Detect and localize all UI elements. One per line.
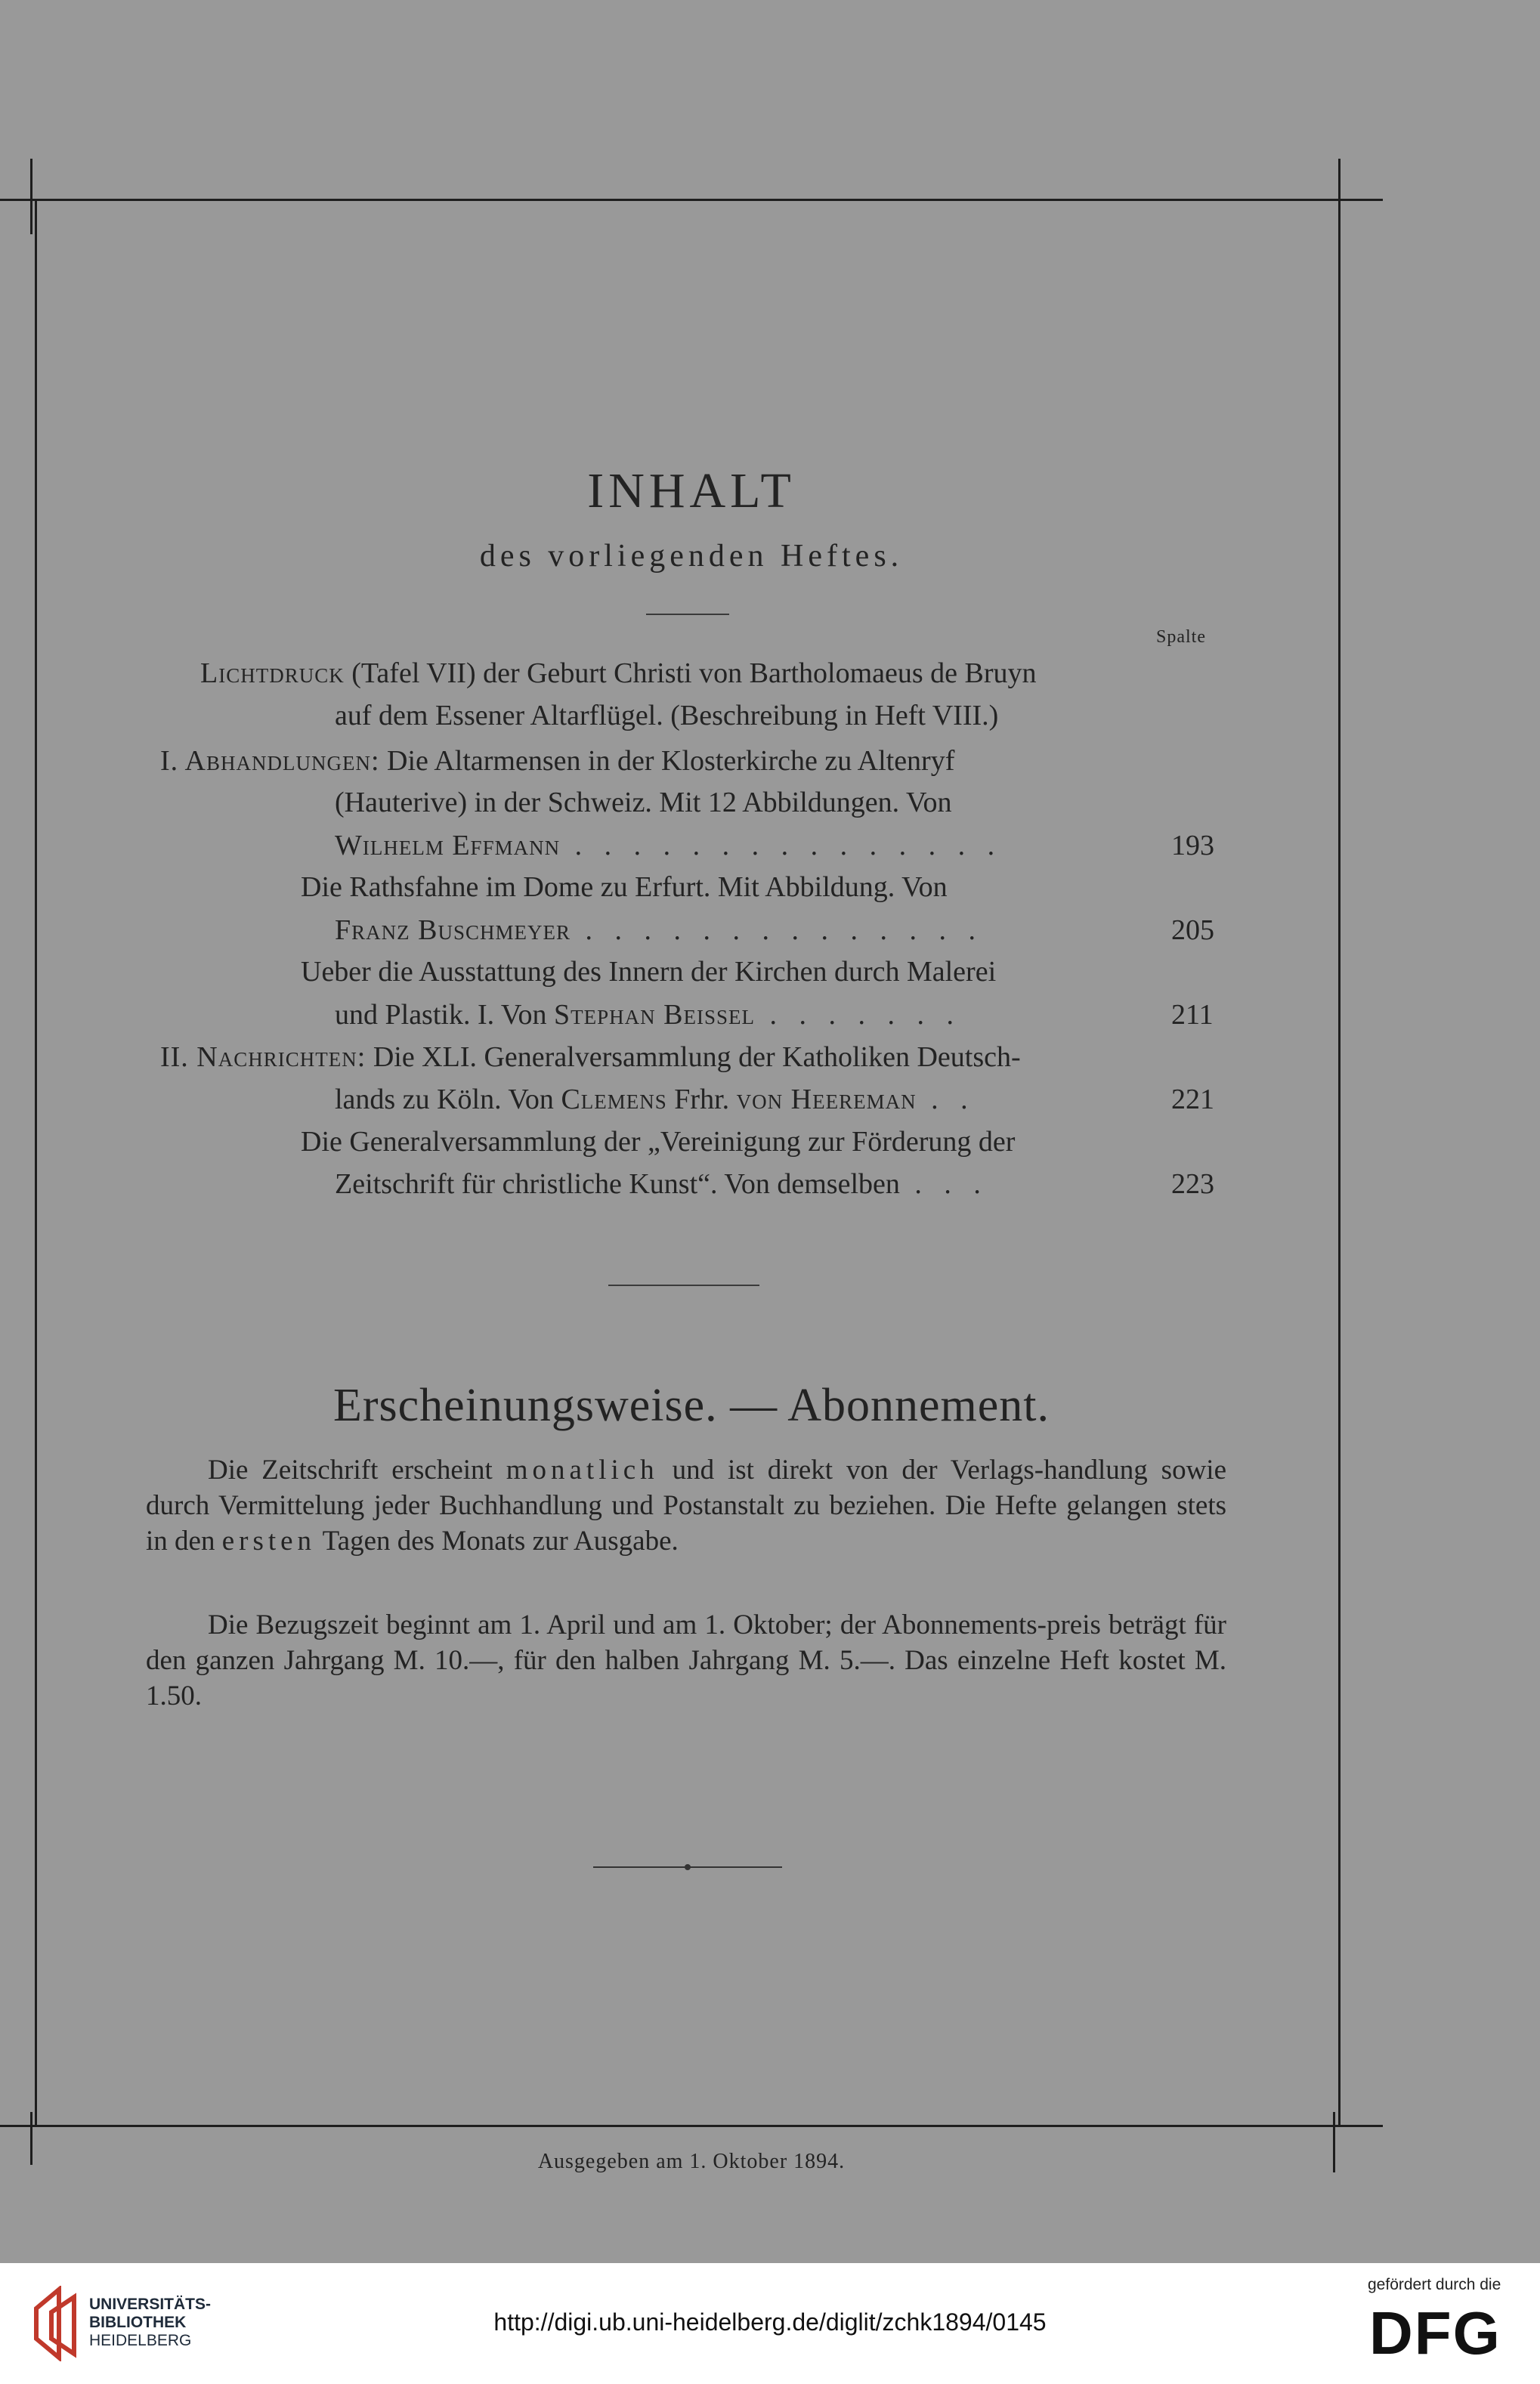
- library-name-line: HEIDELBERG: [89, 2332, 192, 2349]
- toc-label: I. Abhandlungen:: [160, 745, 380, 777]
- paragraph-text: und ist direkt von der Verlags-handlung sowie durch Vermittelung jeder Buchhandlung und Postanstalt zu beziehen. Die Hefte gelangen stets in den: [146, 1455, 1226, 1557]
- leader-dots: . . . . . . . . . . . . . .: [571, 914, 983, 946]
- toc-text: Die Rathsfahne im Dome zu Erfurt. Mit Abbildung. Von: [301, 871, 948, 903]
- paragraph-text: Tagen des Monats zur Ausgabe.: [316, 1526, 679, 1557]
- column-label: Spalte: [1156, 627, 1206, 647]
- toc-line: [335, 1000, 961, 1029]
- ornament-divider: [593, 1863, 782, 1872]
- toc-line: [200, 659, 1037, 688]
- toc-author: Stephan Beissel: [553, 999, 755, 1031]
- toc-text: auf dem Essener Altarflügel. (Beschreibung in Heft VIII.): [335, 700, 999, 731]
- library-name-line: BIBLIOTHEK: [89, 2314, 187, 2331]
- toc-text: Die Altarmensen in der Klosterkirche zu Altenryf: [379, 745, 955, 777]
- paragraph-text: Die Zeitschrift erscheint: [208, 1455, 506, 1486]
- sponsor-caption: gefördert durch die: [1368, 2276, 1501, 2293]
- toc-author: Wilhelm Effmann: [335, 830, 561, 861]
- page-subtitle: des vorliegenden Heftes.: [479, 539, 904, 574]
- toc-author: Clemens: [561, 1084, 667, 1115]
- paragraph-publication: [146, 1452, 1226, 1559]
- toc-text: Zeitschrift für christliche Kunst“. Von demselben: [335, 1168, 900, 1200]
- toc-line: [335, 1170, 988, 1198]
- toc-text: Die Generalversammlung der „Vereinigung zur Förderung der: [301, 1126, 1016, 1158]
- toc-page-number: 223: [1171, 1168, 1214, 1200]
- toc-text: Frhr.: [666, 1084, 737, 1115]
- emphasis-text: monatlich: [506, 1455, 659, 1486]
- frame-bottom-line: [0, 2125, 1383, 2127]
- paragraph-pricing: Die Bezugszeit beginnt am 1. April und am 1. Oktober; der Abonnements-preis beträgt für den ganzen Jahrgang M. 10.—, für den halben Jahrgang M. 5.—. Das einzelne Heft kostet M. 1.50.: [146, 1609, 1226, 1711]
- toc-line: [335, 701, 998, 730]
- permalink-url[interactable]: http://digi.ub.uni-heidelberg.de/diglit/zchk1894/0145: [493, 2308, 1047, 2336]
- leader-dots: . . . . . . . . . . . . . . .: [560, 830, 1003, 861]
- toc-author: von Heereman: [736, 1084, 917, 1115]
- toc-line: [335, 831, 1002, 860]
- toc-line: [160, 1043, 1021, 1071]
- page-title: INHALT: [587, 463, 796, 518]
- toc-line: [160, 747, 954, 775]
- toc-line: [301, 957, 996, 986]
- toc-line: [335, 1085, 976, 1114]
- toc-line: [301, 873, 948, 901]
- toc-text: (Hauterive) in der Schweiz. Mit 12 Abbildungen. Von: [335, 787, 952, 818]
- toc-line: [335, 916, 983, 945]
- toc-text: (Tafel VII) der Geburt Christi von Bartholomaeus de Bruyn: [344, 657, 1037, 689]
- toc-text: Die XLI. Generalversammlung der Katholiken Deutsch-: [366, 1041, 1021, 1073]
- toc-label: Lichtdruck: [200, 657, 345, 689]
- toc-label: II. Nachrichten:: [160, 1041, 366, 1073]
- toc-line: [335, 788, 952, 817]
- leader-dots: . . .: [899, 1168, 988, 1200]
- toc-page-number: 205: [1171, 914, 1214, 946]
- toc-line: [301, 1127, 1015, 1156]
- section-title: Erscheinungsweise. — Abonnement.: [332, 1380, 1050, 1431]
- toc-page-number: 211: [1171, 999, 1214, 1031]
- emphasis-text: ersten: [221, 1526, 317, 1557]
- toc-page-number: 221: [1171, 1084, 1214, 1115]
- toc-text: und Plastik. I. Von: [335, 999, 554, 1031]
- section-divider: [608, 1285, 759, 1286]
- toc-page-number: 193: [1171, 830, 1214, 861]
- dfg-logo: DFG: [1369, 2299, 1501, 2367]
- leader-dots: . .: [916, 1084, 976, 1115]
- library-name-line: UNIVERSITÄTS-: [89, 2296, 212, 2313]
- toc-text: lands zu Köln. Von: [335, 1084, 561, 1115]
- issue-date: Ausgegeben am 1. Oktober 1894.: [537, 2150, 846, 2173]
- leader-dots: . . . . . . .: [754, 999, 961, 1031]
- toc-author: Franz Buschmeyer: [335, 914, 571, 946]
- toc-text: Ueber die Ausstattung des Innern der Kirchen durch Malerei: [301, 956, 997, 988]
